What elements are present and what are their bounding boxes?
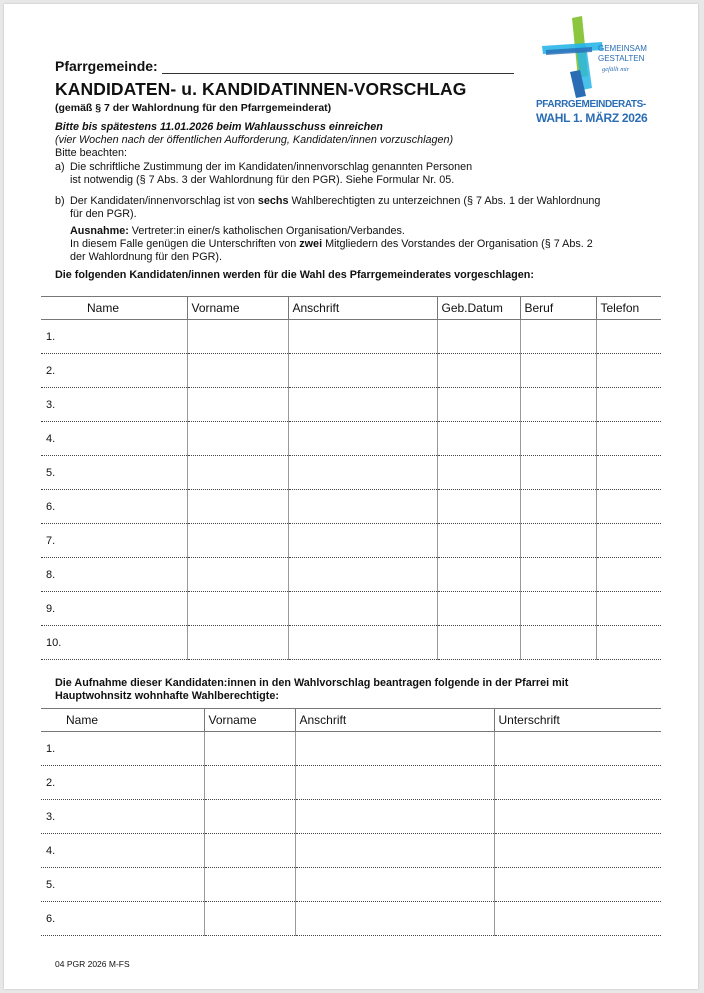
- row-number-cell[interactable]: [41, 766, 204, 800]
- row-number: 6.: [46, 500, 56, 513]
- sup-col-name: Name: [41, 709, 204, 732]
- table-row: [41, 422, 661, 456]
- ausnahme-block: [70, 225, 593, 264]
- table-cell[interactable]: [437, 626, 520, 660]
- table-row: [41, 766, 661, 800]
- table-cell[interactable]: [187, 626, 288, 660]
- candidates-header-row: [41, 297, 661, 320]
- pgr-wahl-logo: [532, 16, 650, 128]
- row-number: 5.: [46, 878, 56, 891]
- candidates-intro: Die folgenden Kandidaten/innen werden für die Wahl des Pfarrgemeinderates vorgeschlagen:: [55, 269, 534, 281]
- supporters-intro-line1: Die Aufnahme dieser Kandidaten:innen in den Wahlvorschlag beantragen folgende in der Pfarrei mit: [55, 677, 569, 689]
- ausnahme-line2: [70, 238, 593, 251]
- table-cell[interactable]: [295, 834, 494, 868]
- form-subtitle: (gemäß § 7 der Wahlordnung für den Pfarrgemeinderat): [55, 102, 332, 114]
- table-cell[interactable]: [494, 834, 661, 868]
- candidates-table: [41, 296, 661, 660]
- table-row: [41, 800, 661, 834]
- table-cell[interactable]: [295, 902, 494, 936]
- table-cell[interactable]: [187, 422, 288, 456]
- table-cell[interactable]: [596, 456, 661, 490]
- table-cell[interactable]: [494, 766, 661, 800]
- row-number-cell[interactable]: [41, 868, 204, 902]
- table-cell[interactable]: [288, 422, 437, 456]
- table-cell[interactable]: [437, 456, 520, 490]
- table-cell[interactable]: [520, 626, 596, 660]
- table-cell[interactable]: [288, 388, 437, 422]
- logo-line2: GESTALTEN: [598, 54, 645, 63]
- logo-line1: GEMEINSAM: [598, 44, 647, 53]
- table-cell[interactable]: [187, 558, 288, 592]
- row-number-cell[interactable]: [41, 626, 187, 660]
- table-cell[interactable]: [520, 592, 596, 626]
- instruction-b-line2: für den PGR).: [70, 208, 137, 220]
- row-number-cell[interactable]: [41, 456, 187, 490]
- table-cell[interactable]: [288, 320, 437, 354]
- instruction-b-line1: [70, 195, 600, 208]
- form-title: KANDIDATEN- u. KANDIDATINNEN-VORSCHLAG: [55, 79, 467, 99]
- col-anschrift: Anschrift: [288, 297, 437, 320]
- table-row: [41, 834, 661, 868]
- instruction-a-label: a): [55, 161, 65, 173]
- table-cell[interactable]: [295, 868, 494, 902]
- instruction-a-line2: ist notwendig (§ 7 Abs. 3 der Wahlordnung für den PGR). Siehe Formular Nr. 05.: [70, 174, 455, 186]
- table-cell[interactable]: [204, 868, 295, 902]
- instruction-b-bold: sechs: [257, 195, 289, 207]
- table-cell[interactable]: [288, 592, 437, 626]
- row-number-cell[interactable]: [41, 524, 187, 558]
- table-cell[interactable]: [596, 524, 661, 558]
- pfarrgemeinde-field: [55, 58, 514, 74]
- form-page: [4, 4, 698, 989]
- table-cell[interactable]: [494, 732, 661, 766]
- table-row: [41, 456, 661, 490]
- instruction-b-label: b): [55, 195, 65, 207]
- table-cell[interactable]: [437, 592, 520, 626]
- beachten-label: Bitte beachten:: [55, 147, 128, 159]
- row-number: 5.: [46, 466, 56, 479]
- row-number-cell[interactable]: [41, 320, 187, 354]
- sup-col-unterschrift: Unterschrift: [494, 709, 661, 732]
- table-cell[interactable]: [494, 868, 661, 902]
- table-cell[interactable]: [437, 490, 520, 524]
- table-row: [41, 626, 661, 660]
- row-number-cell[interactable]: [41, 800, 204, 834]
- table-row: [41, 524, 661, 558]
- table-row: [41, 490, 661, 524]
- table-row: [41, 868, 661, 902]
- row-number: 3.: [46, 810, 56, 823]
- supporters-table: [41, 708, 661, 936]
- table-cell[interactable]: [187, 354, 288, 388]
- table-cell[interactable]: [520, 524, 596, 558]
- supporters-intro: [55, 677, 568, 703]
- table-cell[interactable]: [596, 558, 661, 592]
- logo-line4: PFARRGEMEINDERATS-: [536, 99, 646, 110]
- table-cell[interactable]: [520, 422, 596, 456]
- table-cell[interactable]: [204, 902, 295, 936]
- table-cell[interactable]: [520, 354, 596, 388]
- instruction-a: [55, 161, 675, 189]
- row-number-cell[interactable]: [41, 834, 204, 868]
- ausnahme-line2-pre: In diesem Falle genügen die Unterschriften von: [70, 238, 300, 250]
- instruction-b-pre: Der Kandidaten/innenvorschlag ist von: [70, 195, 258, 207]
- row-number-cell[interactable]: [41, 354, 187, 388]
- table-cell[interactable]: [295, 800, 494, 834]
- col-geb-datum: Geb.Datum: [437, 297, 520, 320]
- sup-col-vorname: Vorname: [204, 709, 295, 732]
- table-cell[interactable]: [596, 388, 661, 422]
- table-cell[interactable]: [437, 354, 520, 388]
- table-row: [41, 558, 661, 592]
- table-cell[interactable]: [520, 320, 596, 354]
- table-cell[interactable]: [204, 732, 295, 766]
- row-number: 6.: [46, 912, 56, 925]
- deadline-text: Bitte bis spätestens 11.01.2026 beim Wahlausschuss einreichen: [55, 121, 383, 133]
- row-number: 1.: [46, 742, 56, 755]
- table-cell[interactable]: [520, 558, 596, 592]
- row-number: 10.: [46, 636, 62, 649]
- table-cell[interactable]: [187, 388, 288, 422]
- table-cell[interactable]: [288, 490, 437, 524]
- table-cell[interactable]: [288, 558, 437, 592]
- table-cell[interactable]: [520, 456, 596, 490]
- table-row: [41, 320, 661, 354]
- table-cell[interactable]: [437, 558, 520, 592]
- ausnahme-line2-post: Mitgliedern des Vorstandes der Organisation (§ 7 Abs. 2: [322, 238, 593, 250]
- table-cell[interactable]: [187, 592, 288, 626]
- pfarrgemeinde-label: Pfarrgemeinde:: [55, 58, 158, 74]
- table-cell[interactable]: [204, 800, 295, 834]
- table-cell[interactable]: [187, 456, 288, 490]
- ausnahme-text: Vertreter:in einer/s katholischen Organisation/Verbandes.: [128, 225, 405, 237]
- table-cell[interactable]: [494, 800, 661, 834]
- pfarrgemeinde-input-line[interactable]: [162, 59, 514, 74]
- sup-col-anschrift: Anschrift: [295, 709, 494, 732]
- table-row: [41, 732, 661, 766]
- table-cell[interactable]: [295, 732, 494, 766]
- instruction-b: [55, 195, 675, 223]
- table-cell[interactable]: [520, 388, 596, 422]
- table-cell[interactable]: [288, 354, 437, 388]
- table-row: [41, 354, 661, 388]
- row-number: 7.: [46, 534, 56, 547]
- supporters-header-row: [41, 709, 661, 732]
- row-number: 2.: [46, 776, 56, 789]
- table-cell[interactable]: [295, 766, 494, 800]
- row-number: 4.: [46, 432, 56, 445]
- col-name: Name: [41, 297, 187, 320]
- table-cell[interactable]: [187, 320, 288, 354]
- row-number-cell[interactable]: [41, 592, 187, 626]
- form-code: 04 PGR 2026 M-FS: [55, 959, 130, 969]
- table-row: [41, 388, 661, 422]
- row-number: 1.: [46, 330, 56, 343]
- row-number: 8.: [46, 568, 56, 581]
- table-cell[interactable]: [596, 422, 661, 456]
- table-cell[interactable]: [596, 490, 661, 524]
- table-row: [41, 592, 661, 626]
- table-cell[interactable]: [596, 592, 661, 626]
- ausnahme-line1: [70, 225, 593, 238]
- row-number-cell[interactable]: [41, 558, 187, 592]
- table-cell[interactable]: [187, 490, 288, 524]
- table-cell[interactable]: [596, 626, 661, 660]
- table-cell[interactable]: [288, 456, 437, 490]
- instruction-a-line1: Die schriftliche Zustimmung der im Kandidaten/innenvorschlag genannten Personen: [70, 161, 473, 173]
- row-number-cell[interactable]: [41, 422, 187, 456]
- deadline-note: (vier Wochen nach der öffentlichen Aufforderung, Kandidaten/innen vorzuschlagen): [55, 134, 454, 146]
- row-number-cell[interactable]: [41, 490, 187, 524]
- row-number: 4.: [46, 844, 56, 857]
- table-cell[interactable]: [437, 524, 520, 558]
- table-cell[interactable]: [520, 490, 596, 524]
- col-vorname: Vorname: [187, 297, 288, 320]
- row-number: 2.: [46, 364, 56, 377]
- table-cell[interactable]: [204, 766, 295, 800]
- supporters-intro-line2: Hauptwohnsitz wohnhafte Wahlberechtigte:: [55, 690, 279, 702]
- table-cell[interactable]: [187, 524, 288, 558]
- logo-line5: WAHL 1. MÄRZ 2026: [536, 111, 648, 125]
- table-cell[interactable]: [596, 320, 661, 354]
- table-cell[interactable]: [204, 834, 295, 868]
- ausnahme-line3: der Wahlordnung für den PGR).: [70, 251, 223, 263]
- col-telefon: Telefon: [596, 297, 661, 320]
- row-number-cell[interactable]: [41, 902, 204, 936]
- table-cell[interactable]: [288, 524, 437, 558]
- table-cell[interactable]: [437, 320, 520, 354]
- row-number: 9.: [46, 602, 56, 615]
- row-number-cell[interactable]: [41, 388, 187, 422]
- logo-line3: gefällt mir: [602, 66, 630, 73]
- ausnahme-bold: Ausnahme:: [70, 225, 129, 237]
- row-number-cell[interactable]: [41, 732, 204, 766]
- table-cell[interactable]: [437, 422, 520, 456]
- table-cell[interactable]: [288, 626, 437, 660]
- ausnahme-line2-bold: zwei: [299, 238, 323, 250]
- table-cell[interactable]: [494, 902, 661, 936]
- col-beruf: Beruf: [520, 297, 596, 320]
- instruction-b-post: Wahlberechtigten zu unterzeichnen (§ 7 Abs. 1 der Wahlordnung: [288, 195, 601, 207]
- table-cell[interactable]: [437, 388, 520, 422]
- row-number: 3.: [46, 398, 56, 411]
- table-row: [41, 902, 661, 936]
- table-cell[interactable]: [596, 354, 661, 388]
